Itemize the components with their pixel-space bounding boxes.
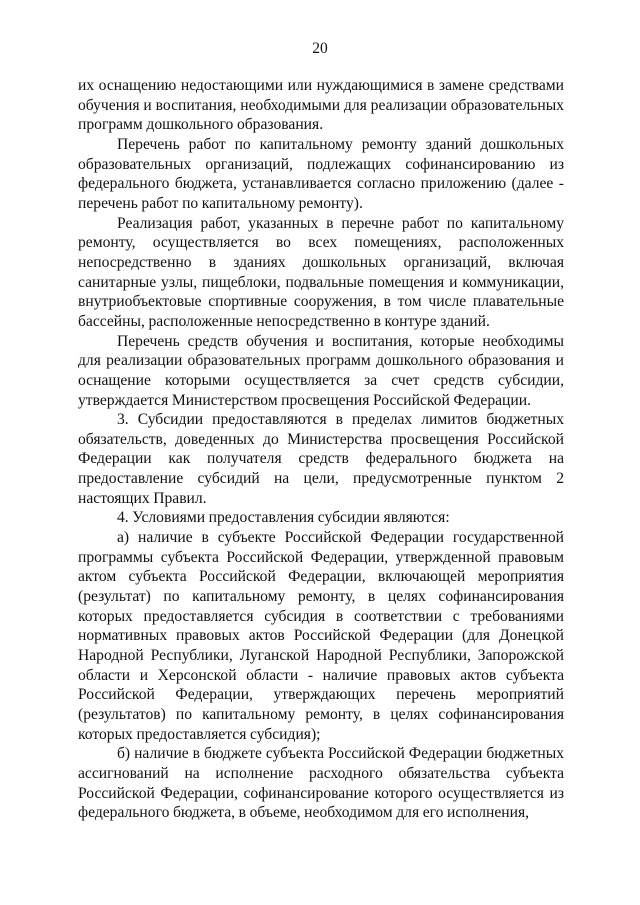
paragraph-repair-works-list: Перечень работ по капитальному ремонту зданий дошкольных образовательных организаций, подлежащих софинансированию из федерального бюджета, устанавливается согласно приложению (далее - перечень работ по капитальному ремонту). — [78, 135, 564, 212]
paragraph-item-3: 3. Субсидии предоставляются в пределах лимитов бюджетных обязательств, доведенных до Министерства просвещения Российской Федерации как получателя средств федерального бюджета на предоставление субсидий на цели, предусмотренные пунктом 2 настоящих Правил. — [78, 411, 564, 507]
paragraph-works-implementation: Реализация работ, указанных в перечне работ по капитальному ремонту, осуществляется во всех помещениях, расположенных непосредственно в зданиях дошкольных организаций, включая санитарные узлы, пищеблоки, подвальные помещения и коммуникации, внутриобъектовые спортивные сооружения, в том числе плавательные бассейны, расположенные непосредственно в контуре зданий. — [78, 214, 564, 330]
paragraph-education-means-list: Перечень средств обучения и воспитания, которые необходимы для реализации образовательных программ дошкольного образования и оснащение которыми осуществляется за счет средств субсидии, утверждается Министерством просвещения Российской Федерации. — [78, 332, 564, 409]
paragraph-item-4a: а) наличие в субъекте Российской Федерации государственной программы субъекта Российской Федерации, утвержденной правовым актом субъекта Российской Федерации, включающей мероприятия (результат) по капитальному ремонту, в целях софинансирования которых предоставляется субсидия в соответствии с требованиями нормативных правовых актов Российской Федерации (для Донецкой Народной Республики, Луганской Народной Республики, Запорожской области и Херсонской области - наличие правовых актов субъекта Российской Федерации, утверждающих перечень мероприятий (результатов) по капитальному ремонту, в целях софинансирования которых предоставляется субсидия); — [78, 529, 564, 743]
document-body — [78, 76, 564, 823]
paragraph-item-4: 4. Условиями предоставления субсидии являются: — [117, 509, 450, 527]
paragraph-continuation: их оснащению недостающими или нуждающимися в замене средствами обучения и воспитания, необходимыми для реализации образовательных программ дошкольного образования. — [78, 77, 564, 134]
paragraph-item-4b: б) наличие в бюджете субъекта Российской Федерации бюджетных ассигнований на исполнение расходного обязательства субъекта Российской Федерации, софинансирование которого осуществляется из федерального бюджета, в объеме, необходимом для его исполнения, — [78, 745, 564, 822]
page-number: 20 — [312, 40, 328, 57]
